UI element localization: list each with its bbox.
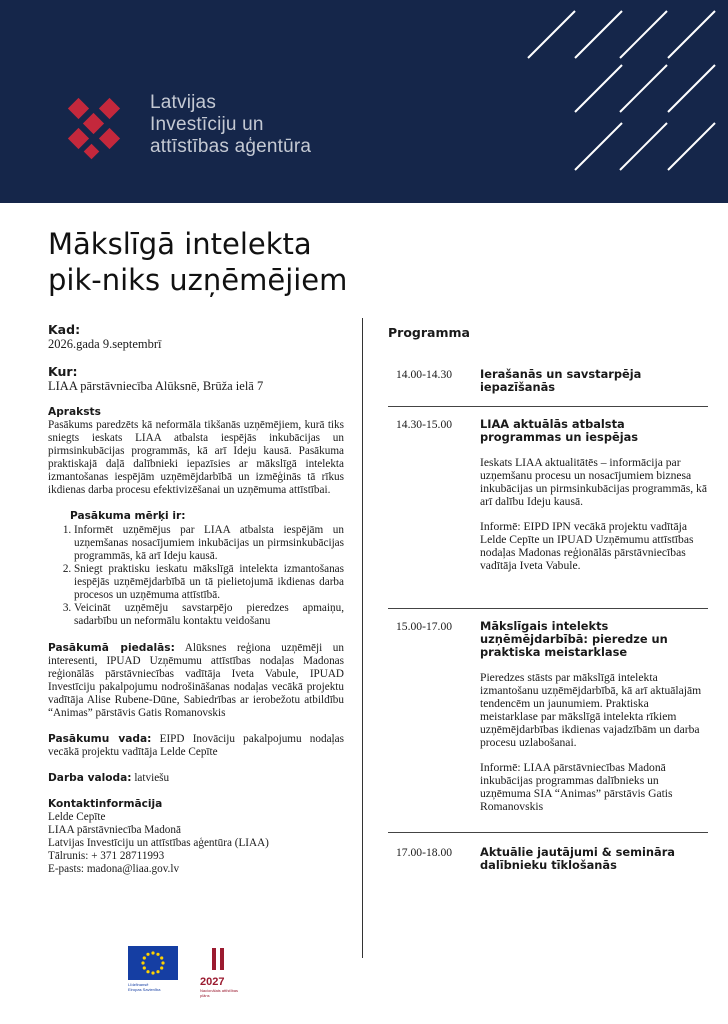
description-section [48, 406, 344, 497]
national-plan-2027-logo [200, 946, 240, 998]
contact-line: LIAA pārstāvniecība Madonā [48, 824, 181, 836]
where-value: LIAA pārstāvniecība Alūksnē, Brūža ielā 7 [48, 379, 264, 393]
list-item: 3. Veicināt uzņēmēju savstarpējo pieredzes apmaiņu, sadarbību un neformālu kontaktu veidošanu [74, 602, 344, 628]
slot-content [480, 846, 708, 872]
host-label: Pasākumu vada: [48, 733, 152, 745]
eu-caption [128, 982, 184, 992]
national-plan-2027-label: 2027 [200, 976, 225, 988]
org-name-line: Investīciju un [150, 114, 264, 135]
description-label: Apraksts [48, 406, 101, 418]
column-divider [362, 318, 363, 958]
slot-body [480, 671, 708, 813]
eu-caption-line: Eiropas Savienība [128, 987, 161, 992]
slot-time: 15.00-17.00 [396, 620, 453, 633]
slot-title: Aktuālie jautājumi & semināra dalībnieku tīklošanās [480, 845, 675, 872]
program-slot [388, 620, 708, 825]
eu-flag-icon [128, 946, 178, 980]
when-label: Kad: [48, 322, 81, 337]
program-slot [388, 846, 708, 872]
slot-content [480, 620, 708, 825]
list-item: 1. Informēt uzņēmējus par LIAA atbalsta iespējām un uzņemšanas nosacījumiem inkubācijas un pirmsinkubācijas programmās, kā arī Ideju kausā. [74, 524, 344, 563]
participants-section [48, 642, 344, 720]
program-slot [388, 418, 708, 584]
contact-line: Latvijas Investīciju un attīstības aģentūra (LIAA) [48, 837, 269, 849]
national-plan-2027-caption: Nacionālais attīstības plāns [200, 988, 239, 998]
slot-time: 14.30-15.00 [396, 418, 453, 431]
host-text: EIPD Inovāciju pakalpojumu nodaļas vecākā projektu vadītāja Lelde Cepīte [48, 733, 344, 758]
title-line: Mākslīgā intelekta [48, 227, 312, 261]
goals-label: Pasākuma mērķi ir: [70, 510, 186, 522]
goals-section [48, 510, 344, 628]
list-item: 2. Sniegt praktisku ieskatu mākslīgā intelekta izmantošanas iespējās uzņēmējdarbībā un tā pielietojumā ikdienas darba procesos un uzņēmuma attīstībā. [74, 563, 344, 602]
slot-time: 17.00-18.00 [396, 846, 453, 859]
slot-title: Mākslīgais intelekts uzņēmējdarbībā: pieredze un praktiska meistarklase [480, 619, 668, 659]
language-label: Darba valoda: [48, 772, 132, 784]
slot-paragraph: Pieredzes stāsts par mākslīgā intelekta izmantošanu uzņēmējdarbībā, kā arī aktuālajām tendencēm un jaunumiem. Praktiska meistarklase par mākslīgā intelekta rīkiem uzņēmējdarbības ikdienas vajadzībām un darba procesu uzlabošanai. [480, 671, 702, 749]
slot-paragraph: Ieskats LIAA aktualitātēs – informācija par uzņemšanu procesu un nosacījumiem biznesa inkubācijas un pirmsinkubācijas programmās, kā arī dalību Ideju kausā. [480, 456, 707, 508]
slot-paragraph: Informē: EIPD IPN vecākā projektu vadītāja Lelde Cepīte un IPUAD Uzņēmumu attīstības nodaļas Madonas reģionālās pārstāvniecības vadītāja Iveta Vabule. [480, 520, 694, 572]
page-title [48, 226, 347, 298]
host-section [48, 733, 344, 759]
slot-title: LIAA aktuālās atbalsta programmas un iespējas [480, 417, 639, 444]
contact-section [48, 798, 344, 876]
slot-paragraph: Informē: LIAA pārstāvniecības Madonā inkubācijas programmas dalībnieks un uzņēmuma SIA “Animas” pārstāvis Gatis Romanovskis [480, 761, 673, 813]
participants-text: Alūksnes reģiona uzņēmēji un interesenti, IPUAD Uzņēmumu attīstības nodaļas Madonas reģionālās pārstāvniecības vadītāja Iveta Vabule, IPUAD Investīciju pakalpojumu nodrošināšanas nodaļas vecākā projektu vadītāja Alise Rubene-Dūne, Sabiedrības ar ierobežotu atbildību “Animas” pārstāvis Gatis Romanovskis [48, 642, 344, 719]
national-plan-2027-icon [200, 946, 240, 972]
contact-phone: Tālrunis: + 371 28711993 [48, 850, 165, 862]
org-name-line: attīstības aģentūra [150, 136, 312, 157]
liaa-logo-icon [60, 96, 128, 162]
goals-list [48, 524, 344, 628]
slot-time: 14.00-14.30 [396, 368, 453, 381]
contact-label: Kontaktinformācija [48, 798, 163, 810]
when-value: 2026.gada 9.septembrī [48, 337, 162, 351]
slot-divider [388, 608, 708, 609]
org-name-line: Latvijas [150, 92, 217, 113]
slot-title: Ierašanās un savstarpēja iepazīšanās [480, 367, 642, 394]
contact-line: Lelde Cepīte [48, 811, 106, 823]
contact-email[interactable]: E-pasts: madona@liaa.gov.lv [48, 863, 180, 875]
slot-content [480, 368, 708, 394]
where-label: Kur: [48, 364, 78, 379]
event-details [48, 322, 344, 876]
title-line: pik-niks uzņēmējiem [48, 263, 348, 297]
header-banner [0, 0, 728, 203]
slot-content [480, 418, 708, 584]
organization-name [150, 92, 311, 158]
program-slot [388, 368, 708, 394]
program-heading: Programma [388, 325, 470, 340]
eu-caption-line: Līdzfinansē [128, 982, 149, 987]
language-section [48, 772, 344, 785]
slot-divider [388, 832, 708, 833]
program-section [388, 325, 708, 872]
language-text: latviešu [131, 772, 170, 784]
participants-label: Pasākumā piedalās: [48, 642, 175, 654]
description-text: Pasākums paredzēts kā neformāla tikšanās uzņēmējiem, kurā tiks sniegts ieskats LIAA atbalsta iespējās inkubācijas un pirmsinkubācijas programmās, kā arī Ideju kausā. Pasākuma praktiskajā daļā dalībnieki iepazīsies ar mākslīgā intelekta izmantošanas iespējām uzņēmējdarbībā un izmēģinās tā rīkus ikdienas darba procesu efektivizēšanai un uzņēmuma attīstībai. [48, 419, 344, 496]
slot-body [480, 456, 708, 572]
slot-divider [388, 406, 708, 407]
